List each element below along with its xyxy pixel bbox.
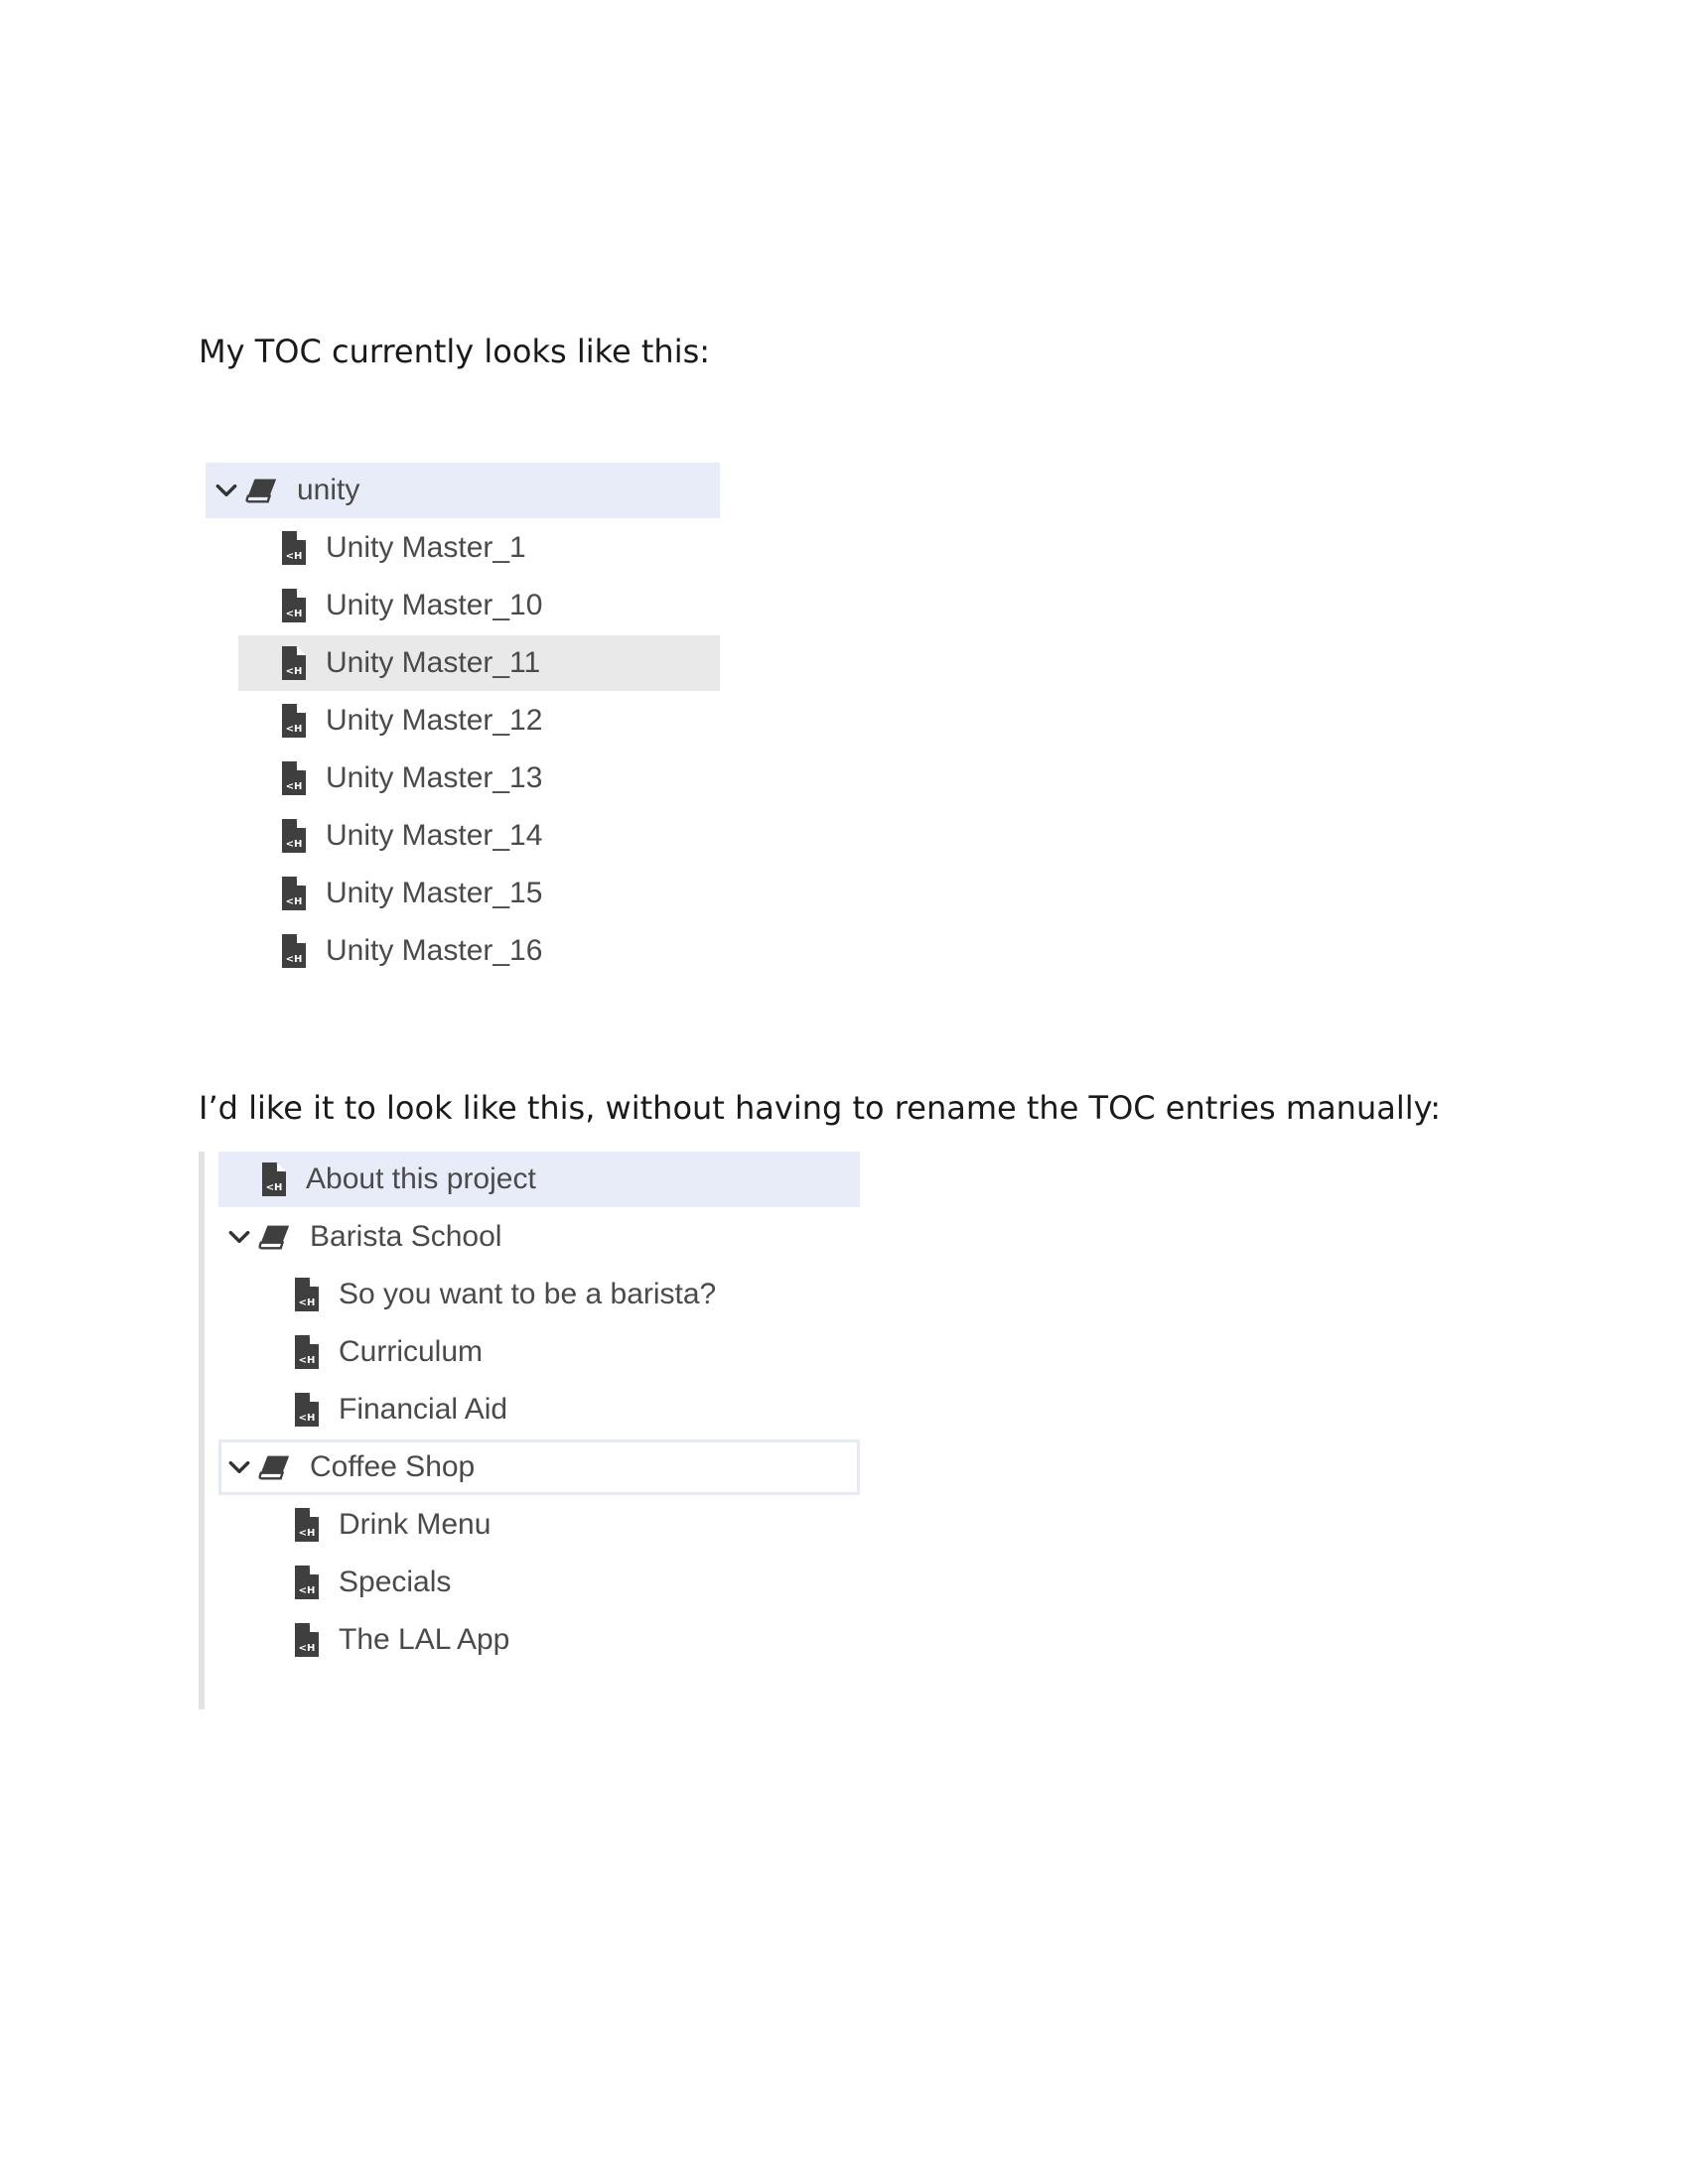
html-page-icon	[280, 586, 312, 625]
toc-page-item[interactable]	[251, 1497, 860, 1553]
toc-page-label: Unity Master_10	[326, 589, 543, 621]
toc-book-label: Coffee Shop	[310, 1450, 476, 1483]
toc-page-label: Unity Master_11	[326, 646, 541, 679]
toc-page-item[interactable]	[251, 1324, 860, 1380]
html-page-icon	[293, 1505, 325, 1545]
toc-page-about[interactable]	[218, 1152, 860, 1207]
toc-page-label: Unity Master_14	[326, 819, 543, 852]
toc-page-label: Unity Master_13	[326, 761, 543, 794]
intro-text-desired: I’d like it to look like this, without having to rename the TOC entries manually:	[199, 1089, 1442, 1127]
html-page-icon	[293, 1275, 325, 1314]
html-page-icon	[280, 758, 312, 798]
toc-page-item[interactable]	[238, 808, 720, 864]
chevron-down-icon[interactable]	[211, 476, 241, 505]
toc-page-item-hovered[interactable]	[238, 635, 720, 691]
toc-page-item[interactable]	[251, 1382, 860, 1437]
toc-page-label: Unity Master_15	[326, 877, 543, 909]
intro-text-current: My TOC currently looks like this:	[199, 333, 711, 370]
html-page-icon	[260, 1160, 292, 1199]
html-page-icon	[280, 528, 312, 568]
toc-page-item[interactable]	[238, 923, 720, 979]
toc-page-label: Financial Aid	[339, 1393, 508, 1426]
html-page-icon	[280, 701, 312, 741]
html-page-icon	[280, 874, 312, 913]
toc-book-label: Barista School	[310, 1220, 502, 1253]
toc-book-unity[interactable]	[206, 463, 720, 518]
toc-book-barista-school[interactable]	[218, 1209, 860, 1265]
toc-page-item[interactable]	[238, 520, 720, 576]
toc-page-item[interactable]	[238, 751, 720, 806]
toc-page-label: Curriculum	[339, 1335, 484, 1368]
html-page-icon	[293, 1332, 325, 1372]
chevron-down-icon[interactable]	[224, 1452, 254, 1482]
toc-page-label: About this project	[306, 1162, 536, 1195]
toc-page-item[interactable]	[251, 1267, 860, 1322]
toc-panel-border	[199, 1152, 205, 1709]
toc-page-item[interactable]	[251, 1612, 860, 1668]
toc-page-label: The LAL App	[339, 1623, 510, 1656]
toc-book-coffee-shop[interactable]	[218, 1439, 860, 1495]
toc-page-item[interactable]	[238, 866, 720, 921]
toc-page-label: Specials	[339, 1566, 452, 1598]
toc-page-label: Unity Master_16	[326, 934, 543, 967]
toc-page-label: Unity Master_12	[326, 704, 543, 737]
html-page-icon	[293, 1390, 325, 1430]
toc-page-label: So you want to be a barista?	[339, 1278, 717, 1310]
toc-page-label: Drink Menu	[339, 1508, 492, 1541]
book-icon	[258, 1449, 296, 1485]
toc-page-label: Unity Master_1	[326, 531, 526, 564]
toc-page-item[interactable]	[238, 578, 720, 633]
html-page-icon	[280, 931, 312, 971]
book-icon	[258, 1219, 296, 1255]
toc-page-item[interactable]	[251, 1555, 860, 1610]
chevron-down-icon[interactable]	[224, 1222, 254, 1252]
toc-page-item[interactable]	[238, 693, 720, 749]
html-page-icon	[293, 1563, 325, 1602]
html-page-icon	[280, 816, 312, 856]
html-page-icon	[280, 643, 312, 683]
toc-book-label: unity	[297, 474, 360, 506]
book-icon	[245, 473, 283, 508]
html-page-icon	[293, 1620, 325, 1660]
